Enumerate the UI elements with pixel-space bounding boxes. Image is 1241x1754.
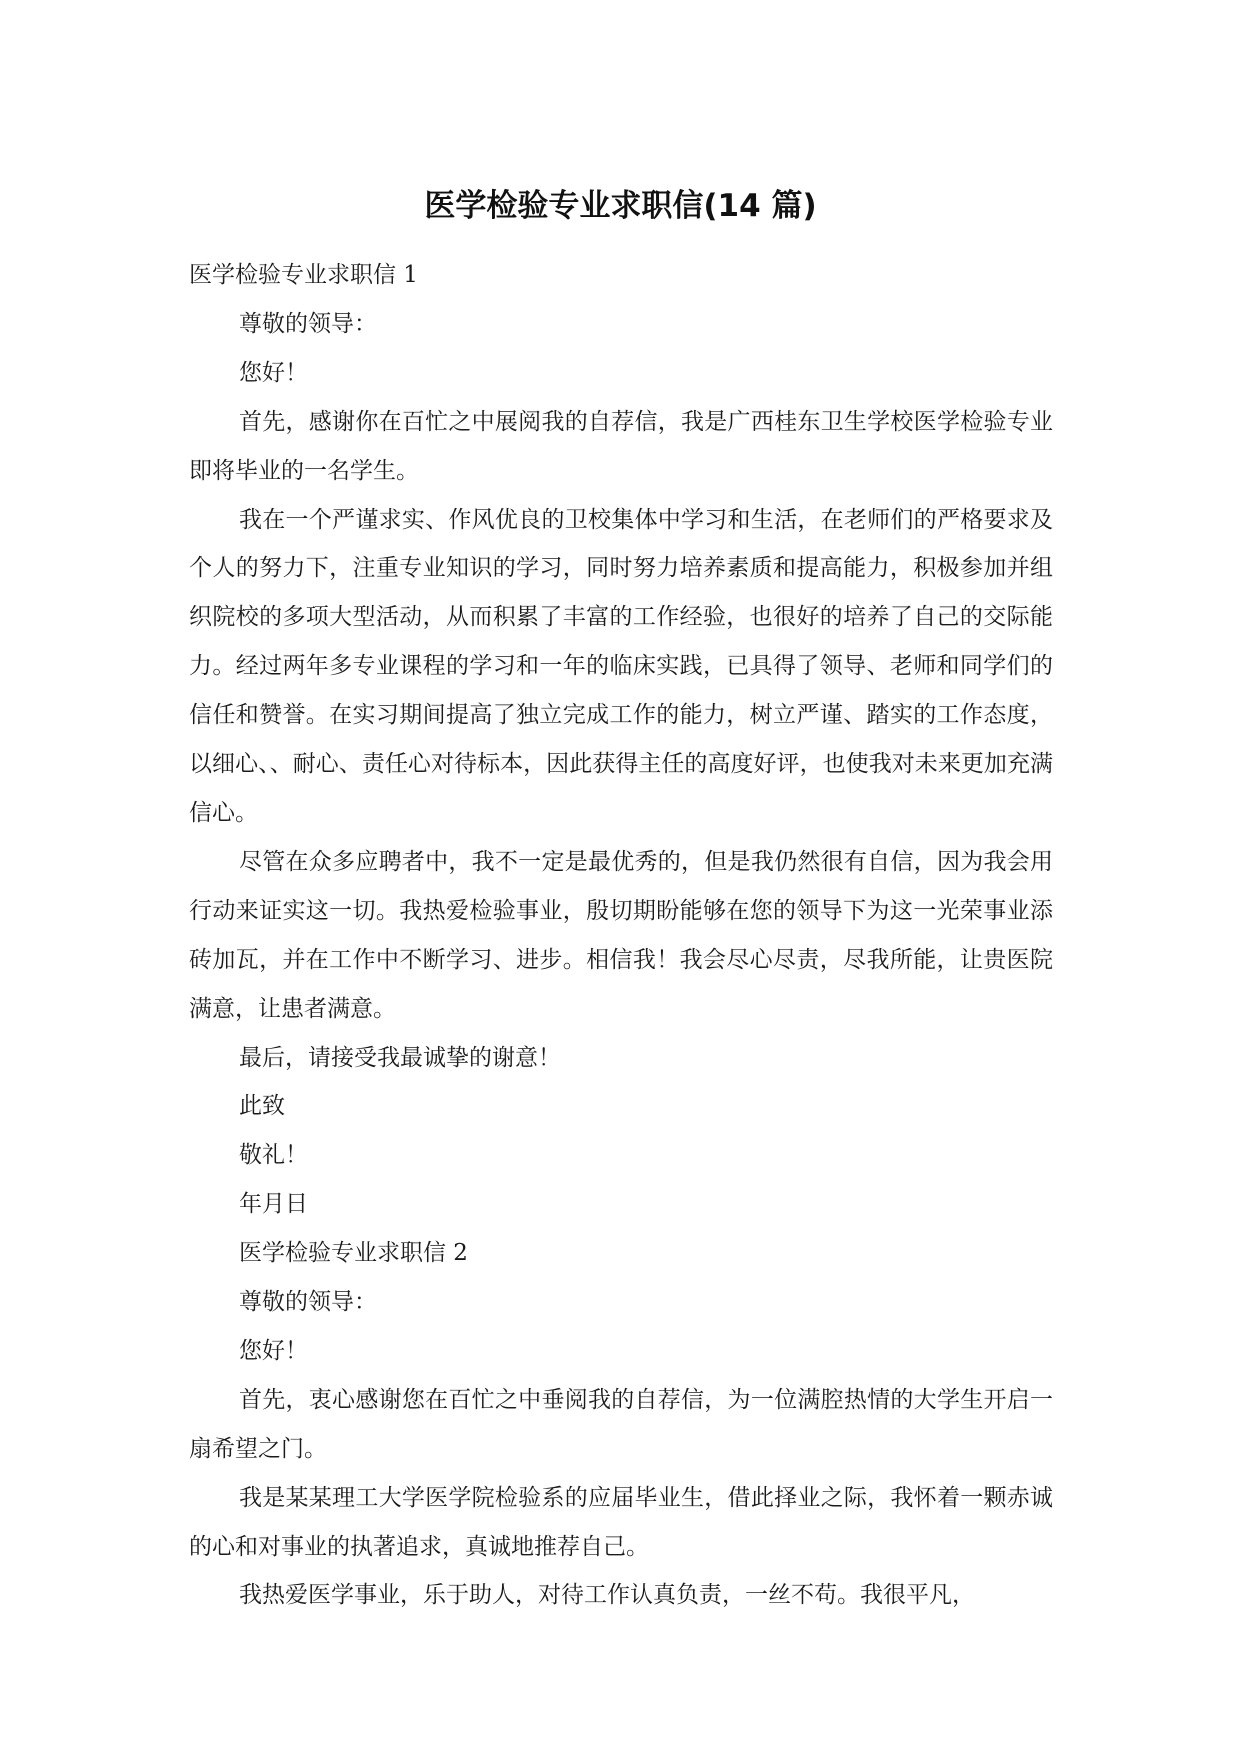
section-heading-2: 医学检验专业求职信 2 [239, 1240, 468, 1267]
closing-thanks: 最后，请接受我最诚挚的谢意！ [239, 1044, 561, 1071]
section-heading-1: 医学检验专业求职信 1 [189, 262, 418, 288]
closing-line: 此致 [239, 1093, 285, 1120]
body-paragraph: 我在一个严谨求实、作风优良的卫校集体中学习和生活，在老师们的严格要求及个人的努力下，注重专业知识的学习，同时努力培养素质和提高能力，积极参加并组织院校的多项大型活动，从而积累了丰富的工作经验，也很好的培养了自己的交际能力。经过两年多专业课程的学习和一年的临床实践，已具得了领导、老师和同学们的信任和赞誉。在实习期间提高了独立完成工作的能力，树立严谨、踏实的工作态度，以细心、、耐心、责任心对待标本，因此获得主任的高度好评，也使我对未来更加充满信心。 [189, 506, 1053, 826]
body-paragraph: 首先，感谢你在百忙之中展阅我的自荐信，我是广西桂东卫生学校医学检验专业即将毕业的一名学生。 [189, 408, 1053, 484]
document-title: 医学检验专业求职信(14 篇) [424, 188, 817, 224]
body-paragraph: 我热爱医学事业，乐于助人，对待工作认真负责，一丝不苟。我很平凡， [239, 1582, 975, 1609]
body-paragraph: 尽管在众多应聘者中，我不一定是最优秀的，但是我仍然很有自信，因为我会用行动来证实这一切。我热爱检验事业，殷切期盼能够在您的领导下为这一光荣事业添砖加瓦，并在工作中不断学习、进步。相信我！我会尽心尽责，尽我所能，让贵医院满意，让患者满意。 [189, 848, 1053, 1022]
date-line: 年月日 [239, 1191, 308, 1218]
salutation: 尊敬的领导： [239, 310, 377, 337]
body-paragraph: 首先，衷心感谢您在百忙之中垂阅我的自荐信，为一位满腔热情的大学生开启一扇希望之门。 [189, 1386, 1053, 1462]
salutation: 尊敬的领导： [239, 1289, 377, 1316]
document-body [189, 251, 1053, 1620]
body-paragraph: 我是某某理工大学医学院检验系的应届毕业生，借此择业之际，我怀着一颗赤诚的心和对事业的执著追求，真诚地推荐自己。 [189, 1484, 1053, 1560]
greeting: 您好！ [239, 359, 308, 386]
closing-salute: 敬礼！ [239, 1142, 308, 1169]
greeting: 您好！ [239, 1337, 308, 1364]
